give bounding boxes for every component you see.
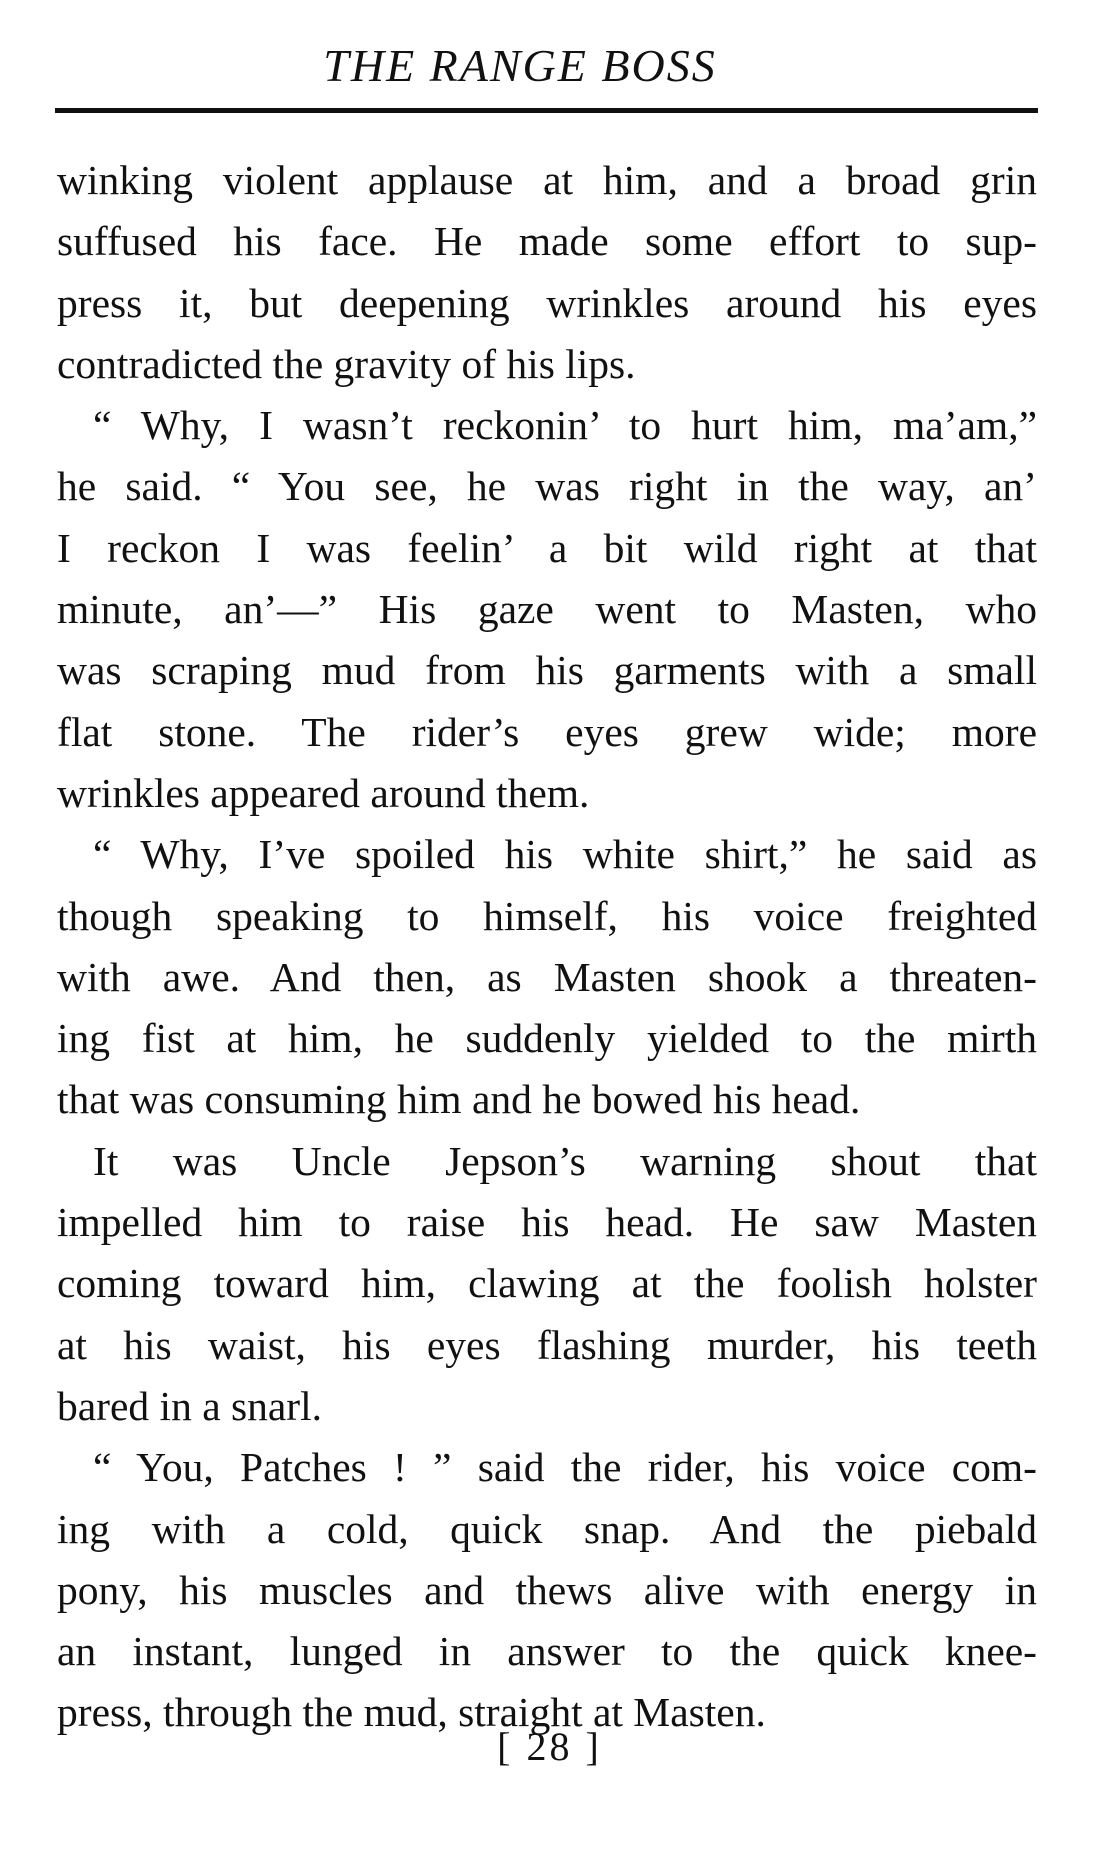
text-line: ing fist at him, he suddenly yielded to the mirth <box>57 1015 1037 1062</box>
text-line: I reckon I was feelin’ a bit wild right at that <box>57 524 1037 571</box>
text-line: wrinkles appeared around them. <box>57 769 590 816</box>
text-line: was scraping mud from his garments with a small <box>57 647 1037 694</box>
text-line: winking violent applause at him, and a broad grin <box>57 157 1037 203</box>
text-line: an instant, lunged in answer to the quick knee- <box>57 1628 1037 1675</box>
text-line: that was consuming him and he bowed his head. <box>57 1076 861 1123</box>
text-line: It was Uncle Jepson’s warning shout that <box>93 1137 1037 1184</box>
text-line: coming toward him, clawing at the foolish holster <box>57 1260 1037 1307</box>
text-line: bared in a snarl. <box>57 1382 323 1429</box>
text-line: impelled him to raise his head. He saw Masten <box>57 1199 1037 1246</box>
text-line: press, through the mud, straight at Masten. <box>57 1689 766 1736</box>
header-rule <box>55 108 1038 113</box>
running-head: THE RANGE BOSS <box>323 40 717 91</box>
text-line: minute, an’—” His gaze went to Masten, who <box>57 586 1037 633</box>
page-number: [ 28 ] <box>497 1724 602 1769</box>
text-line: pony, his muscles and thews alive with energy in <box>57 1566 1037 1613</box>
text-line: ing with a cold, quick snap. And the piebald <box>57 1505 1037 1552</box>
text-line: though speaking to himself, his voice freighted <box>57 892 1037 939</box>
text-line: flat stone. The rider’s eyes grew wide; more <box>57 708 1037 755</box>
text-line: with awe. And then, as Masten shook a threaten- <box>57 953 1037 1000</box>
text-line: contradicted the gravity of his lips. <box>57 340 636 387</box>
text-line: suffused his face. He made some effort to sup- <box>57 218 1037 265</box>
body-text <box>57 150 1037 1744</box>
text-line: at his waist, his eyes flashing murder, his teeth <box>57 1321 1037 1368</box>
text-line: “ You, Patches ! ” said the rider, his voice com- <box>93 1444 1037 1491</box>
text-line: “ Why, I wasn’t reckonin’ to hurt him, ma’am,” <box>93 402 1037 449</box>
text-line: he said. “ You see, he was right in the way, an’ <box>57 463 1037 510</box>
text-line: “ Why, I’ve spoiled his white shirt,” he said as <box>93 831 1037 878</box>
text-line: press it, but deepening wrinkles around his eyes <box>57 279 1037 326</box>
